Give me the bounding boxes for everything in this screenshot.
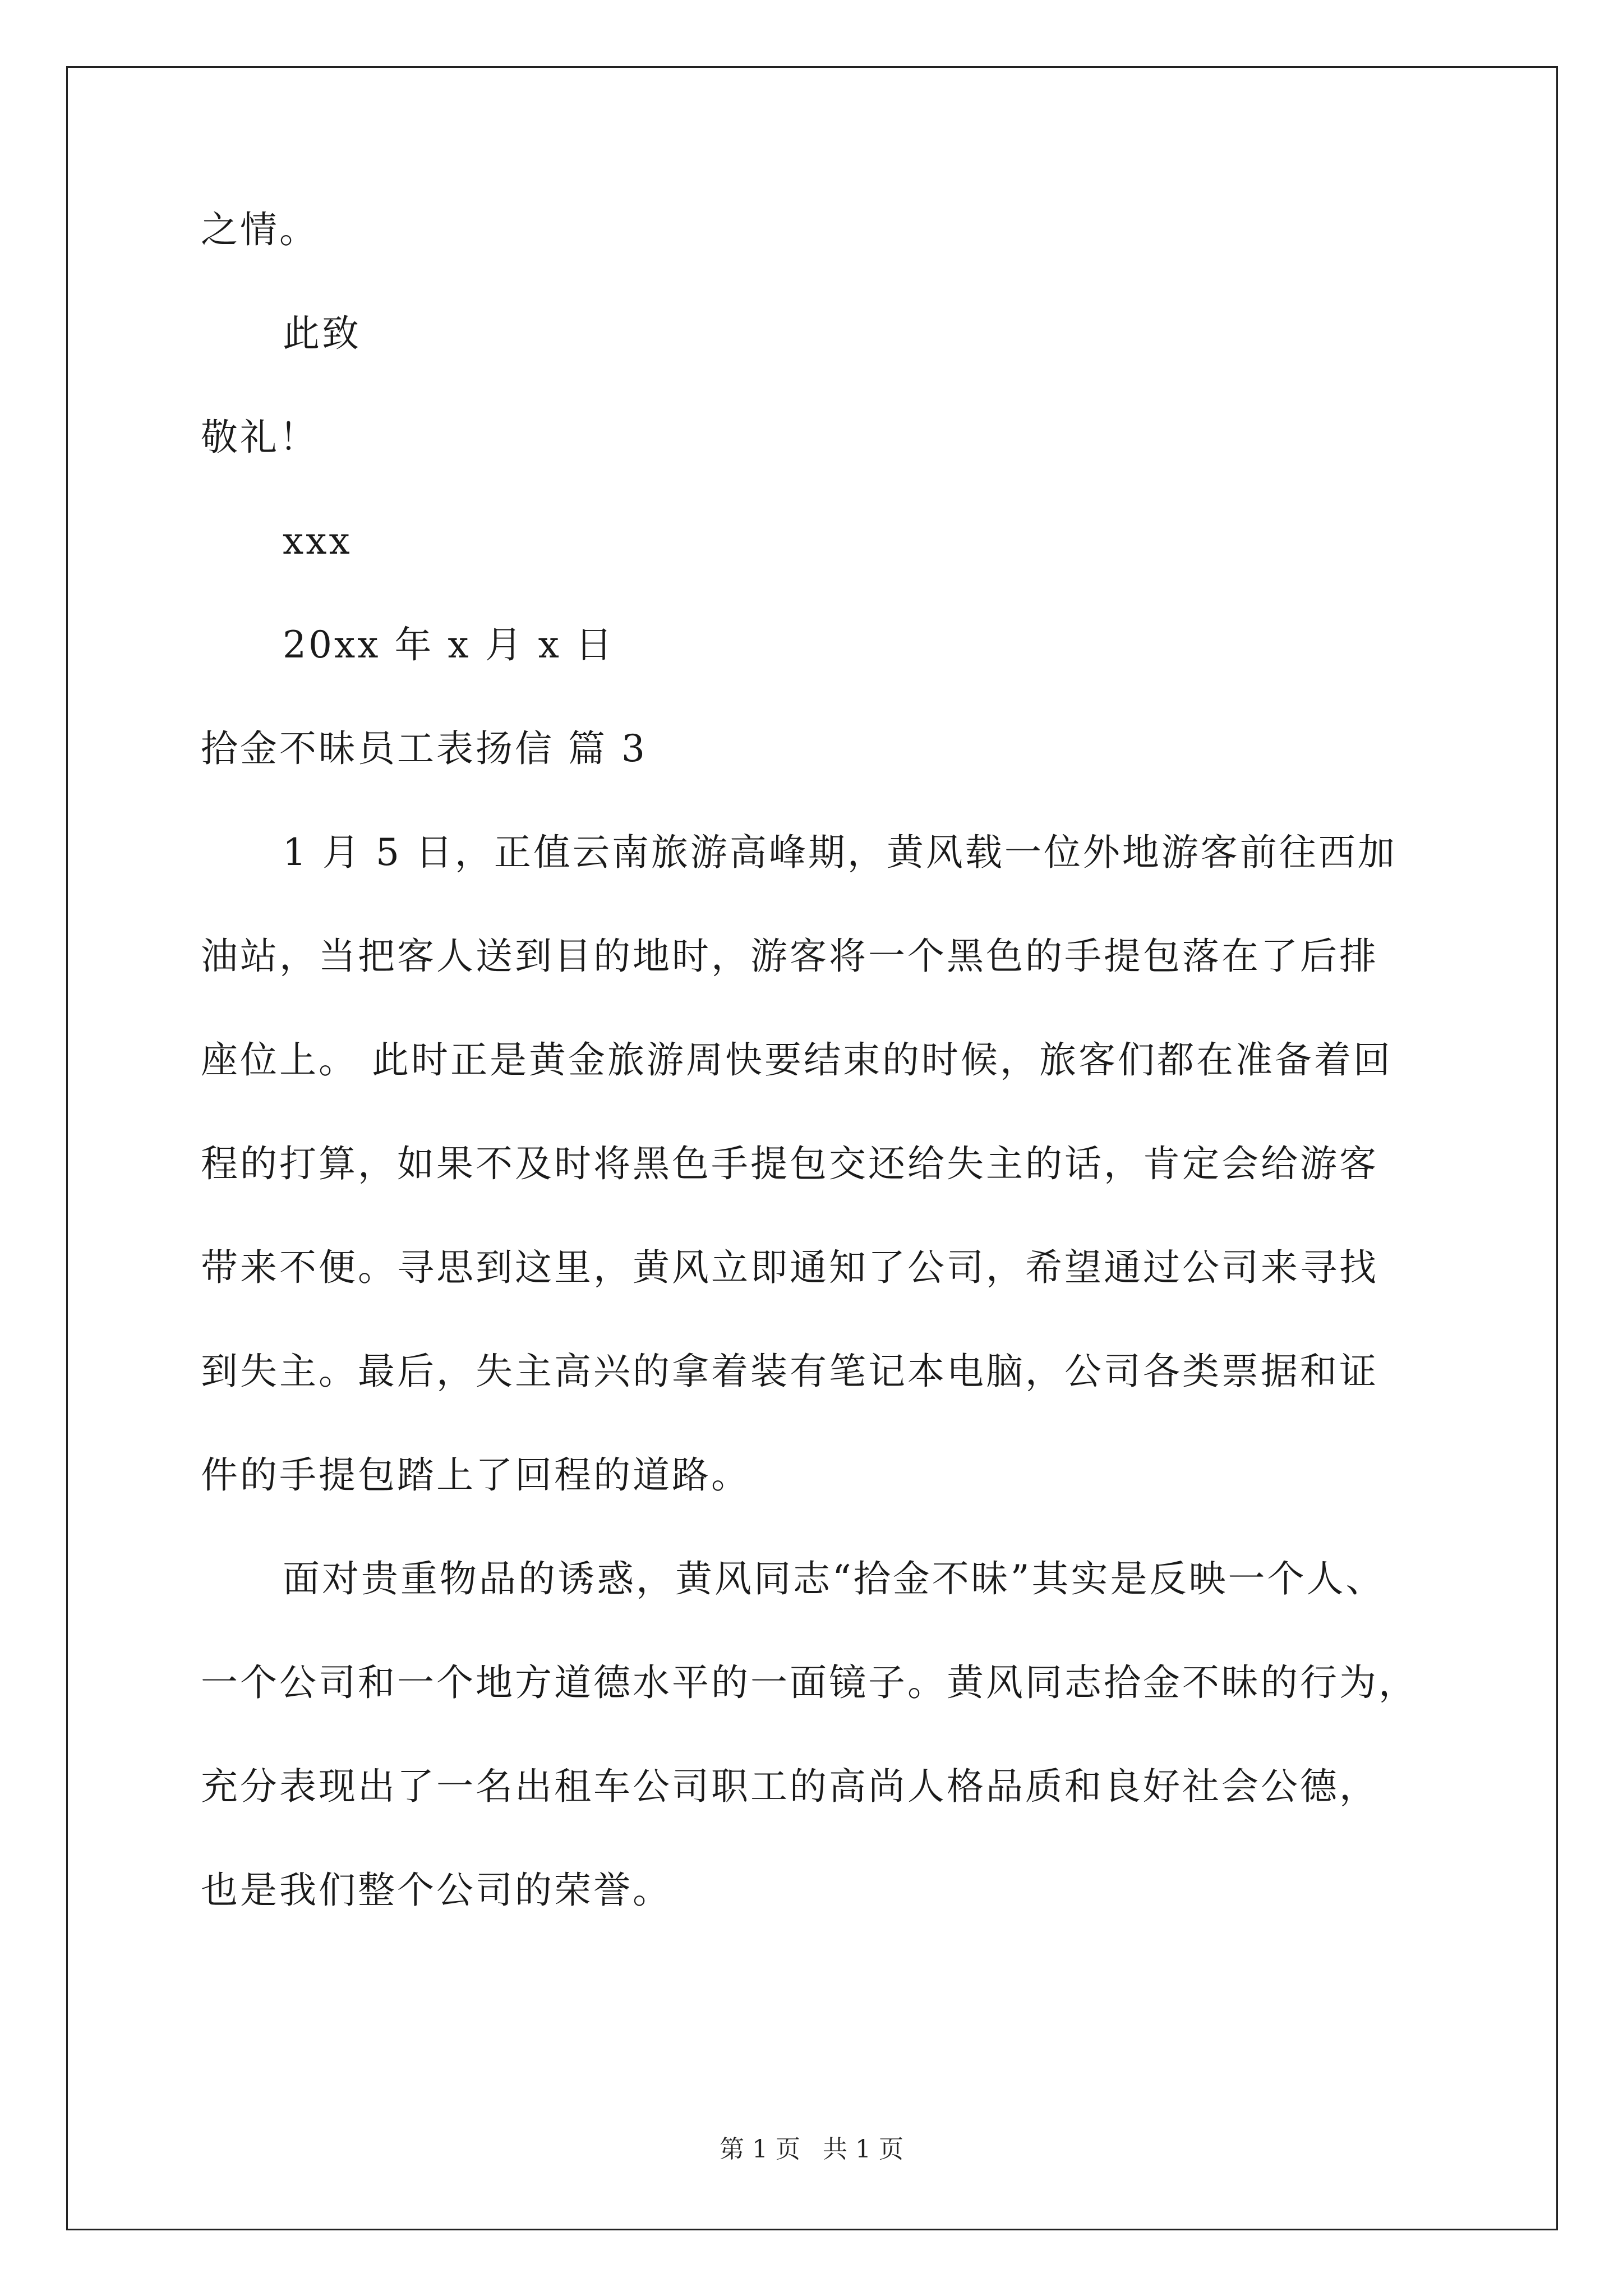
paragraph-line: 充分表现出了一名出租车公司职工的高尚人格品质和良好社会公德，	[201, 1765, 1378, 1808]
paragraph-line: 程的打算，如果不及时将黑色手提包交还给失主的话，肯定会给游客	[201, 1142, 1378, 1185]
paragraph-line: 带来不便。寻思到这里，黄风立即通知了公司，希望通过公司来寻找	[201, 1246, 1378, 1289]
salutation-jingli: 敬礼！	[201, 416, 319, 459]
paragraph-line: 到失主。最后，失主高兴的拿着装有笔记本电脑，公司各类票据和证	[201, 1350, 1378, 1393]
page-total: 共 1 页	[823, 2135, 903, 2164]
paragraph-line: 座位上。 此时正是黄金旅游周快要结束的时候，旅客们都在准备着回	[201, 1038, 1393, 1082]
paragraph-line: 面对贵重物品的诱惑，黄风同志“拾金不昧”其实是反映一个人、	[283, 1557, 1385, 1600]
paragraph-line: 也是我们整个公司的荣誉。	[201, 1869, 672, 1912]
paragraph-line: 油站，当把客人送到目的地时，游客将一个黑色的手提包落在了后排	[201, 935, 1378, 978]
closing-fragment: 之情。	[201, 208, 319, 251]
page-number: 第 1 页	[720, 2135, 800, 2164]
date-line: 20xx 年 x 月 x 日	[283, 623, 615, 666]
page-footer	[0, 2133, 1623, 2166]
paragraph-line: 一个公司和一个地方道德水平的一面镜子。黄风同志拾金不昧的行为，	[201, 1661, 1418, 1704]
paragraph-line: 件的手提包踏上了回程的道路。	[201, 1453, 750, 1497]
section-title: 拾金不昧员工表扬信 篇 3	[201, 727, 647, 770]
salutation-cizhi: 此致	[283, 312, 361, 355]
paragraph-line: 1 月 5 日，正值云南旅游高峰期，黄风载一位外地游客前往西加	[283, 831, 1397, 874]
signature: xxx	[283, 519, 352, 563]
